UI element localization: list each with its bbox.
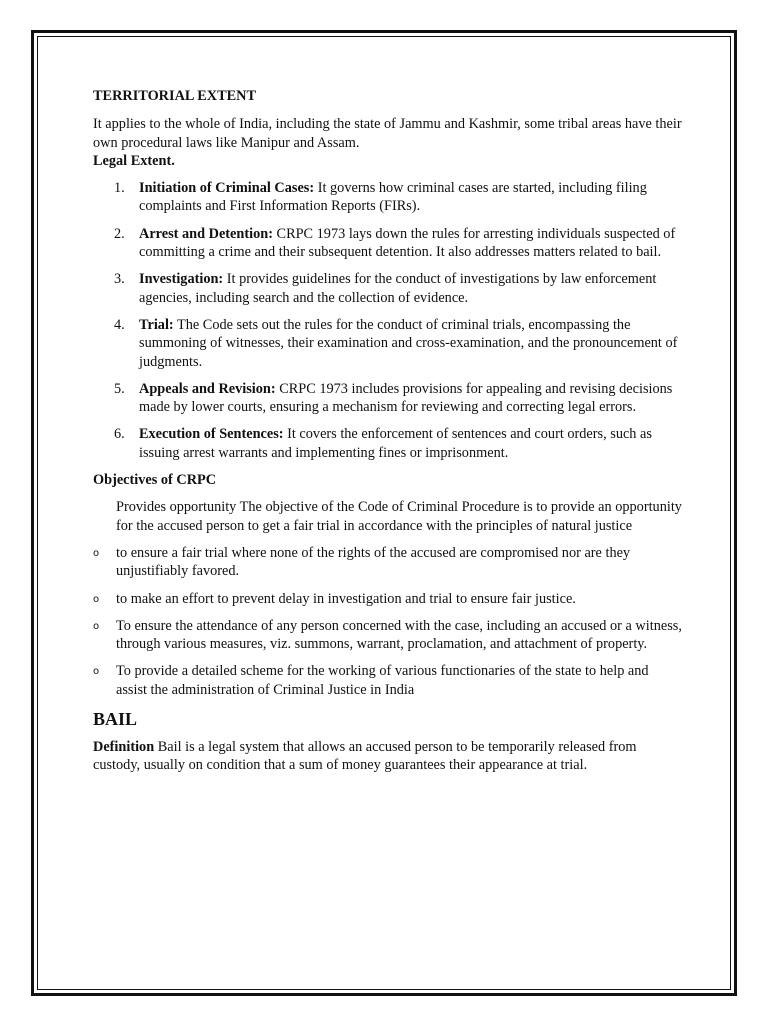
list-item bbox=[114, 316, 683, 371]
circle-bullet-icon: o bbox=[93, 620, 100, 632]
list-item-text: to make an effort to prevent delay in investigation and trial to ensure fair justice. bbox=[116, 590, 576, 607]
legal-extent-heading: Legal Extent. bbox=[93, 152, 175, 169]
list-item-text: CRPC 1973 includes provisions for appealing and revising decisions made by lower courts, ensuring a mechanism for reviewing and correcting legal errors. bbox=[139, 380, 673, 416]
list-item-text: It provides guidelines for the conduct of investigations by law enforcement agencies, including search and the collection of evidence. bbox=[139, 271, 657, 306]
list-item bbox=[114, 225, 683, 262]
legal-extent-list bbox=[93, 179, 683, 462]
list-item-number: 1. bbox=[114, 180, 125, 197]
circle-bullet-icon: o bbox=[93, 547, 100, 559]
objectives-list bbox=[93, 544, 683, 699]
list-item-text: To ensure the attendance of any person concerned with the case, including an accused or a witness, through various measures, viz. summons, warrant, proclamation, and attachment of property. bbox=[116, 617, 682, 653]
list-item-title: Execution of Sentences: bbox=[139, 426, 284, 443]
list-item-title: Appeals and Revision: bbox=[139, 380, 276, 397]
list-item-text: CRPC 1973 lays down the rules for arresting individuals suspected of committing a crime and their subsequent detention. It also addresses matters related to bail. bbox=[139, 225, 676, 261]
list-item-text: The Code sets out the rules for the conduct of criminal trials, encompassing the summoning of witnesses, their examination and cross-examination, and the pronouncement of judgments. bbox=[139, 316, 678, 370]
list-item-number: 6. bbox=[114, 426, 125, 443]
list-item-number: 3. bbox=[114, 271, 125, 288]
objectives-heading: Objectives of CRPC bbox=[93, 472, 217, 489]
list-item-number: 4. bbox=[114, 316, 125, 333]
list-item bbox=[114, 179, 683, 216]
list-item bbox=[93, 617, 683, 654]
list-item-title: Initiation of Criminal Cases: bbox=[139, 180, 315, 197]
territorial-extent-text: It applies to the whole of India, including the state of Jammu and Kashmir, some tribal areas have their own procedural laws like Manipur and Assam. bbox=[93, 116, 682, 151]
objectives-intro-text: Provides opportunity The objective of the Code of Criminal Procedure is to provide an opportunity for the accused person to get a fair trial in accordance with the principles of natural justice bbox=[116, 499, 682, 534]
list-item-text: to ensure a fair trial where none of the rights of the accused are compromised nor are they unjustifiably favored. bbox=[116, 544, 631, 580]
list-item-title: Investigation: bbox=[139, 271, 224, 288]
list-item bbox=[114, 270, 683, 307]
list-item-number: 5. bbox=[114, 380, 125, 397]
list-item bbox=[114, 380, 683, 417]
list-item-text: To provide a detailed scheme for the working of various functionaries of the state to help and assist the administration of Criminal Justice in India bbox=[116, 663, 649, 698]
bail-heading: BAIL bbox=[93, 709, 138, 730]
list-item-text: It covers the enforcement of sentences and court orders, such as issuing arrest warrants and implementing fines or imprisonment. bbox=[139, 426, 652, 461]
circle-bullet-icon: o bbox=[93, 593, 100, 605]
list-item bbox=[93, 544, 683, 581]
list-item bbox=[114, 425, 683, 462]
bail-definition-text: Bail is a legal system that allows an accused person to be temporarily released from custody, usually on condition that a sum of money guarantees their appearance at trial. bbox=[93, 739, 637, 774]
list-item bbox=[93, 662, 683, 699]
list-item bbox=[93, 590, 683, 608]
list-item-title: Arrest and Detention: bbox=[139, 225, 273, 242]
document-body bbox=[93, 87, 683, 775]
circle-bullet-icon: o bbox=[93, 666, 100, 678]
territorial-extent-heading: TERRITORIAL EXTENT bbox=[93, 88, 257, 104]
list-item-number: 2. bbox=[114, 225, 125, 242]
bail-definition-title: Definition bbox=[93, 739, 155, 756]
list-item-title: Trial: bbox=[139, 316, 174, 333]
list-item-text: It governs how criminal cases are started, including filing complaints and First Information Reports (FIRs). bbox=[139, 180, 647, 215]
bail-definition bbox=[93, 738, 683, 775]
